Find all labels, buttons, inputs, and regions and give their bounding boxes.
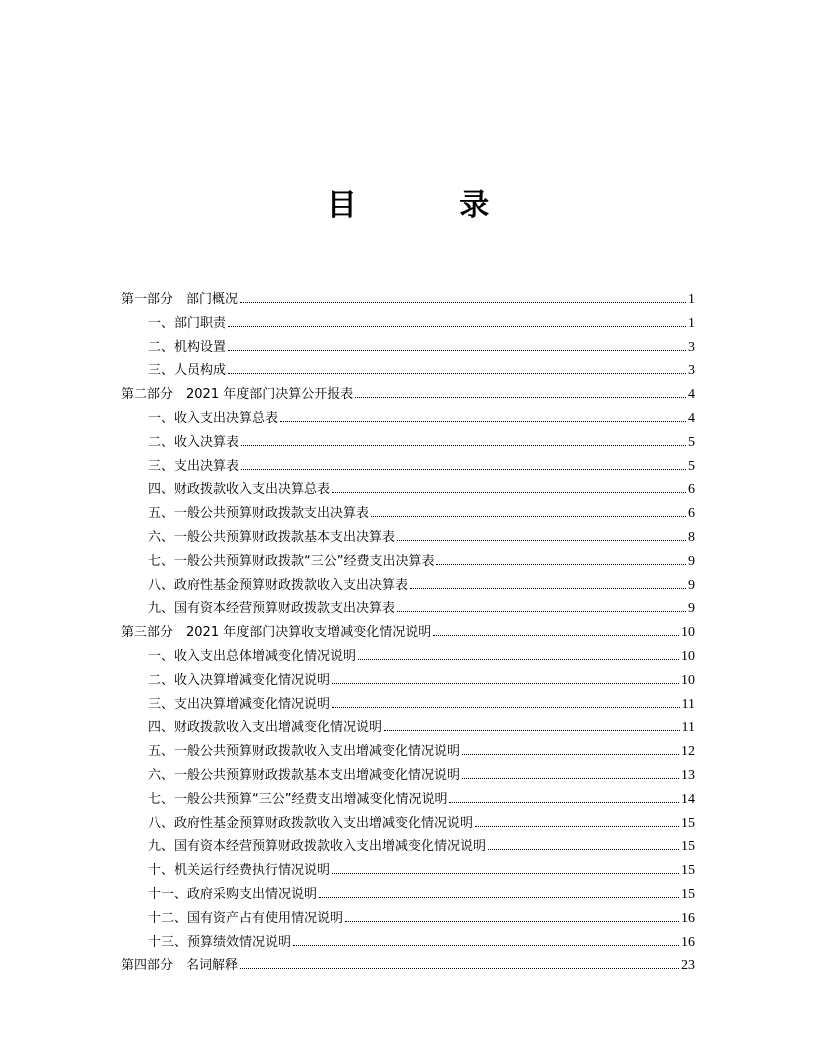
toc-page-number: 5 <box>688 458 695 474</box>
toc-entry-label: 一、收入支出决算总表 <box>148 410 279 426</box>
toc-dot-leader <box>397 540 686 541</box>
toc-part-entry[interactable] <box>121 954 695 978</box>
toc-entry-label: 六、一般公共预算财政拨款基本支出增减变化情况说明 <box>148 767 461 783</box>
toc-dot-leader <box>488 849 679 850</box>
toc-dot-leader <box>475 826 679 827</box>
toc-entry-label: 第三部分 2021 年度部门决算收支增减变化情况说明 <box>121 625 432 641</box>
toc-dot-leader <box>449 802 679 803</box>
toc-section-entry[interactable] <box>121 859 695 883</box>
toc-entry-label: 一、收入支出总体增减变化情况说明 <box>148 648 357 664</box>
toc-dot-leader <box>462 778 679 779</box>
toc-entry-label: 五、一般公共预算财政拨款收入支出增减变化情况说明 <box>148 744 461 760</box>
toc-dot-leader <box>293 945 679 946</box>
toc-section-entry[interactable] <box>121 336 695 360</box>
toc-page-number: 10 <box>681 648 695 664</box>
toc-dot-leader <box>355 397 686 398</box>
toc-page-number: 16 <box>681 934 695 950</box>
toc-dot-leader <box>228 350 686 351</box>
toc-dot-leader <box>462 754 679 755</box>
toc-entry-label: 八、政府性基金预算财政拨款收入支出增减变化情况说明 <box>148 815 474 831</box>
toc-page-number: 1 <box>688 292 695 307</box>
toc-dot-leader <box>345 921 679 922</box>
toc-section-entry[interactable] <box>121 359 695 383</box>
toc-section-entry[interactable] <box>121 716 695 740</box>
toc-entry-label: 三、支出决算表 <box>148 458 240 474</box>
page-title: 目 录 <box>326 188 536 224</box>
toc-section-entry[interactable] <box>121 693 695 717</box>
toc-entry-label: 四、财政拨款收入支出增减变化情况说明 <box>148 720 383 736</box>
toc-page-number: 15 <box>681 839 695 855</box>
toc-page-number: 3 <box>688 339 695 355</box>
toc-section-entry[interactable] <box>121 431 695 455</box>
toc-entry-label: 二、收入决算增减变化情况说明 <box>148 672 331 688</box>
table-of-contents <box>121 288 695 978</box>
toc-page-number: 9 <box>688 553 695 569</box>
toc-entry-label: 第一部分 部门概况 <box>121 292 239 307</box>
toc-page-number: 8 <box>688 529 695 545</box>
toc-section-entry[interactable] <box>121 931 695 955</box>
toc-dot-leader <box>397 611 686 612</box>
toc-entry-label: 五、一般公共预算财政拨款支出决算表 <box>148 506 370 522</box>
toc-page-number: 10 <box>681 672 695 688</box>
toc-section-entry[interactable] <box>121 597 695 621</box>
toc-section-entry[interactable] <box>121 455 695 479</box>
toc-dot-leader <box>280 421 686 422</box>
toc-page-number: 10 <box>681 625 695 641</box>
toc-entry-label: 三、支出决算增减变化情况说明 <box>148 696 331 712</box>
toc-dot-leader <box>433 635 679 636</box>
toc-page-number: 15 <box>681 815 695 831</box>
toc-entry-label: 十二、国有资产占有使用情况说明 <box>148 910 344 926</box>
toc-dot-leader <box>228 373 686 374</box>
toc-section-entry[interactable] <box>121 740 695 764</box>
toc-page-number: 13 <box>681 767 695 783</box>
toc-page-number: 4 <box>688 387 695 403</box>
toc-part-entry[interactable] <box>121 288 695 312</box>
toc-dot-leader <box>332 707 680 708</box>
toc-entry-label: 二、收入决算表 <box>148 434 240 450</box>
toc-dot-leader <box>228 326 686 327</box>
toc-dot-leader <box>358 659 679 660</box>
toc-entry-label: 二、机构设置 <box>148 339 227 355</box>
toc-page-number: 4 <box>688 410 695 426</box>
toc-page-number: 9 <box>688 601 695 617</box>
toc-page-number: 3 <box>688 363 695 379</box>
toc-entry-label: 三、人员构成 <box>148 363 227 379</box>
toc-entry-label: 一、部门职责 <box>148 315 227 331</box>
toc-entry-label: 七、一般公共预算财政拨款“三公”经费支出决算表 <box>148 553 435 569</box>
toc-page-number: 11 <box>681 696 695 712</box>
toc-page-number: 9 <box>688 577 695 593</box>
toc-page-number: 16 <box>681 910 695 926</box>
toc-page-number: 5 <box>688 434 695 450</box>
toc-entry-label: 九、国有资本经营预算财政拨款支出决算表 <box>148 601 396 617</box>
toc-section-entry[interactable] <box>121 835 695 859</box>
toc-section-entry[interactable] <box>121 669 695 693</box>
toc-section-entry[interactable] <box>121 502 695 526</box>
toc-page-number: 14 <box>681 791 695 807</box>
toc-section-entry[interactable] <box>121 550 695 574</box>
toc-dot-leader <box>332 683 679 684</box>
toc-page-number: 15 <box>681 886 695 902</box>
toc-entry-label: 第二部分 2021 年度部门决算公开报表 <box>121 387 354 403</box>
toc-entry-label: 四、财政拨款收入支出决算总表 <box>148 482 331 498</box>
toc-section-entry[interactable] <box>121 478 695 502</box>
toc-dot-leader <box>332 873 679 874</box>
toc-section-entry[interactable] <box>121 574 695 598</box>
toc-part-entry[interactable] <box>121 621 695 645</box>
toc-dot-leader <box>319 897 679 898</box>
toc-dot-leader <box>241 445 686 446</box>
toc-dot-leader <box>436 564 686 565</box>
toc-dot-leader <box>240 302 686 303</box>
toc-dot-leader <box>410 588 686 589</box>
toc-entry-label: 十一、政府采购支出情况说明 <box>148 886 318 902</box>
toc-part-entry[interactable] <box>121 383 695 407</box>
toc-entry-label: 八、政府性基金预算财政拨款收入支出决算表 <box>148 577 409 593</box>
toc-section-entry[interactable] <box>121 764 695 788</box>
toc-section-entry[interactable] <box>121 526 695 550</box>
toc-section-entry[interactable] <box>121 645 695 669</box>
toc-page-number: 6 <box>688 482 695 498</box>
toc-entry-label: 七、一般公共预算“三公”经费支出增减变化情况说明 <box>148 791 448 807</box>
toc-section-entry[interactable] <box>121 907 695 931</box>
toc-entry-label: 九、国有资本经营预算财政拨款收入支出增减变化情况说明 <box>148 839 487 855</box>
toc-dot-leader <box>241 469 686 470</box>
toc-section-entry[interactable] <box>121 407 695 431</box>
toc-page-number: 11 <box>681 720 695 736</box>
toc-page-number: 6 <box>688 506 695 522</box>
toc-dot-leader <box>240 968 679 969</box>
toc-page-number: 1 <box>688 315 695 331</box>
toc-section-entry[interactable] <box>121 312 695 336</box>
toc-entry-label: 六、一般公共预算财政拨款基本支出决算表 <box>148 529 396 545</box>
toc-dot-leader <box>384 730 680 731</box>
toc-section-entry[interactable] <box>121 812 695 836</box>
toc-section-entry[interactable] <box>121 788 695 812</box>
toc-entry-label: 十、机关运行经费执行情况说明 <box>148 863 331 879</box>
toc-page-number: 15 <box>681 863 695 879</box>
toc-dot-leader <box>332 492 686 493</box>
toc-entry-label: 第四部分 名词解释 <box>121 958 239 974</box>
toc-page-number: 23 <box>681 958 695 974</box>
toc-section-entry[interactable] <box>121 883 695 907</box>
toc-page-number: 12 <box>681 744 695 760</box>
toc-dot-leader <box>371 516 686 517</box>
toc-entry-label: 十三、预算绩效情况说明 <box>148 934 292 950</box>
